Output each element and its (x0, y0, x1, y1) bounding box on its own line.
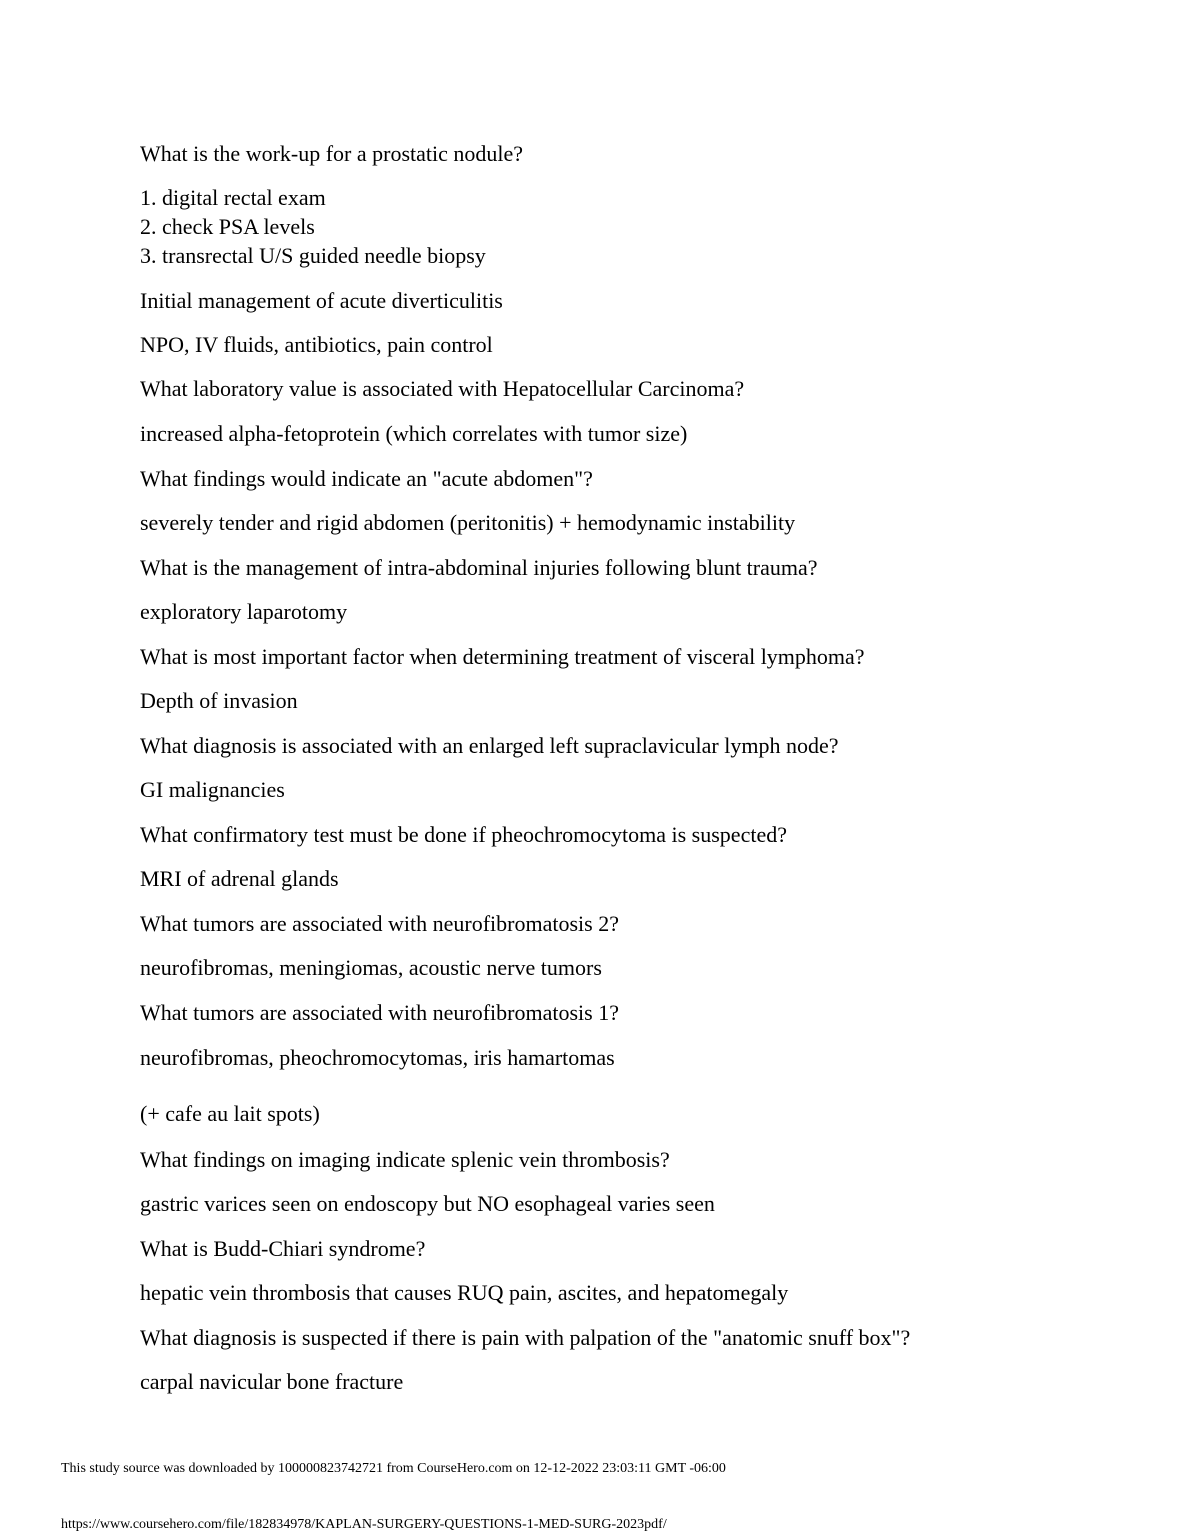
question-acute-abdomen: What findings would indicate an "acute abdomen"? (140, 466, 593, 491)
question-budd-chiari: What is Budd-Chiari syndrome? (140, 1236, 426, 1261)
question-prostatic-nodule: What is the work-up for a prostatic nodule? (140, 141, 524, 166)
answer-supraclavicular-node: GI malignancies (140, 777, 285, 802)
question-splenic-vein: What findings on imaging indicate splenic vein thrombosis? (140, 1147, 670, 1172)
answer-line-1: 1. digital rectal exam (140, 185, 326, 210)
download-notice: This study source was downloaded by 100000823742721 from CourseHero.com on 12-12-2022 23:03:11 GMT -06:00 (61, 1461, 726, 1476)
question-supraclavicular-node: What diagnosis is associated with an enlarged left supraclavicular lymph node? (140, 733, 839, 758)
answer-acute-abdomen: severely tender and rigid abdomen (peritonitis) + hemodynamic instability (140, 510, 796, 535)
question-visceral-lymphoma: What is most important factor when determining treatment of visceral lymphoma? (140, 644, 865, 669)
answer-pheochromocytoma: MRI of adrenal glands (140, 866, 339, 891)
answer-nf2: neurofibromas, meningiomas, acoustic nerve tumors (140, 955, 602, 980)
answer-budd-chiari: hepatic vein thrombosis that causes RUQ pain, ascites, and hepatomegaly (140, 1280, 789, 1305)
answer-visceral-lymphoma: Depth of invasion (140, 688, 298, 713)
question-blunt-trauma: What is the management of intra-abdominal injuries following blunt trauma? (140, 555, 818, 580)
question-snuff-box: What diagnosis is suspected if there is pain with palpation of the "anatomic snuff box"? (140, 1325, 911, 1350)
answer-hcc-lab: increased alpha-fetoprotein (which correlates with tumor size) (140, 421, 688, 446)
answer-splenic-vein: gastric varices seen on endoscopy but NO esophageal varies seen (140, 1191, 715, 1216)
source-url: https://www.coursehero.com/file/182834978/KAPLAN-SURGERY-QUESTIONS-1-MED-SURG-2023pdf/ (61, 1517, 667, 1532)
answer-diverticulitis: NPO, IV fluids, antibiotics, pain control (140, 332, 493, 357)
answer-line-2: 2. check PSA levels (140, 214, 315, 239)
answer-blunt-trauma: exploratory laparotomy (140, 599, 348, 624)
question-pheochromocytoma: What confirmatory test must be done if pheochromocytoma is suspected? (140, 822, 787, 847)
answer-line-3: 3. transrectal U/S guided needle biopsy (140, 243, 486, 268)
question-hcc-lab: What laboratory value is associated with Hepatocellular Carcinoma? (140, 376, 745, 401)
question-nf1: What tumors are associated with neurofibromatosis 1? (140, 1000, 619, 1025)
question-nf2: What tumors are associated with neurofibromatosis 2? (140, 911, 619, 936)
answer-snuff-box: carpal navicular bone fracture (140, 1369, 404, 1394)
answer-nf1-note: (+ cafe au lait spots) (140, 1101, 320, 1126)
question-diverticulitis: Initial management of acute diverticulitis (140, 288, 503, 313)
answer-nf1: neurofibromas, pheochromocytomas, iris hamartomas (140, 1045, 615, 1070)
